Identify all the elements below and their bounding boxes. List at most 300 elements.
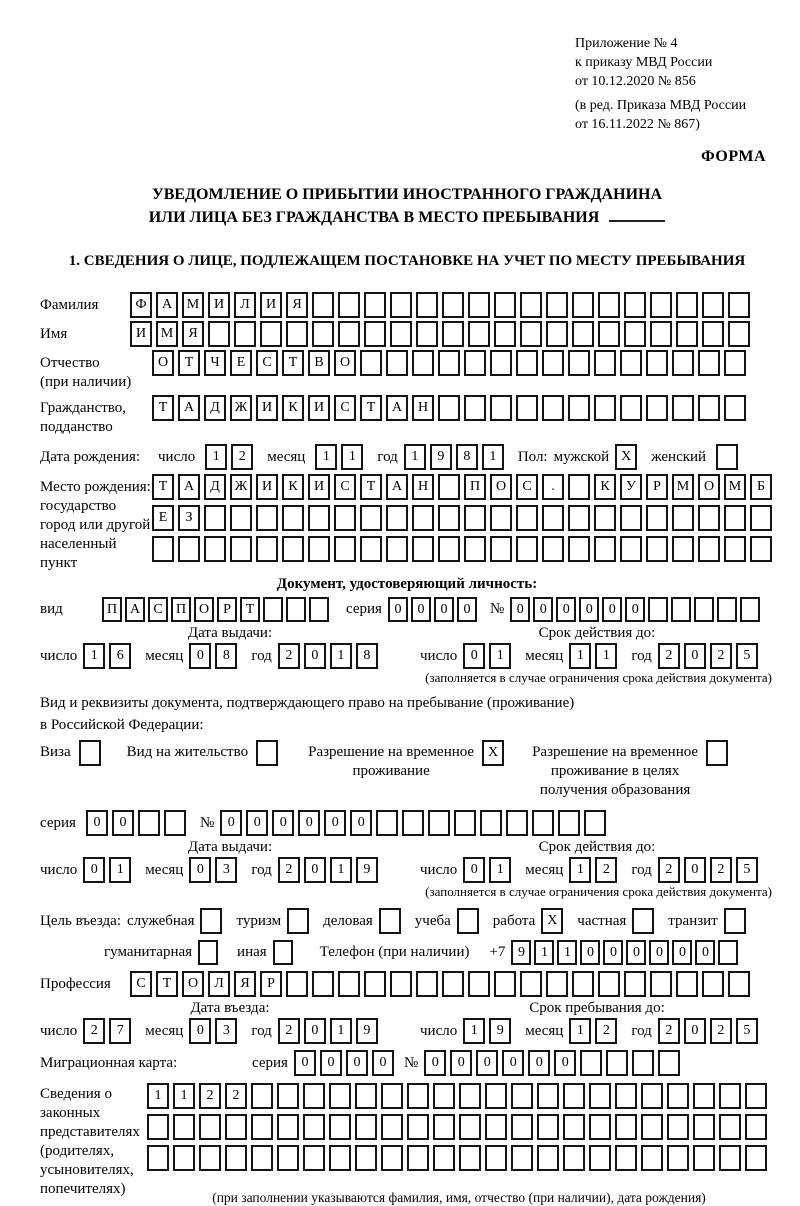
char-box[interactable] [620, 505, 642, 531]
char-box[interactable]: Т [282, 350, 304, 376]
char-box[interactable] [256, 536, 278, 562]
char-box[interactable] [412, 536, 434, 562]
char-box[interactable] [594, 505, 616, 531]
char-box[interactable] [402, 810, 424, 836]
char-box[interactable]: 0 [346, 1050, 368, 1076]
char-box[interactable] [693, 1083, 715, 1109]
char-box[interactable] [147, 1145, 169, 1171]
char-box[interactable] [379, 908, 401, 934]
char-box[interactable]: Т [156, 971, 178, 997]
char-box[interactable] [568, 505, 590, 531]
char-box[interactable] [390, 292, 412, 318]
char-box[interactable]: 1 [463, 1018, 485, 1044]
char-box[interactable] [416, 971, 438, 997]
char-box[interactable]: А [386, 474, 408, 500]
char-box[interactable] [558, 810, 580, 836]
char-box[interactable]: 2 [278, 857, 300, 883]
char-box[interactable] [606, 1050, 628, 1076]
char-box[interactable] [199, 1145, 221, 1171]
char-box[interactable] [490, 536, 512, 562]
char-box[interactable]: Н [412, 395, 434, 421]
char-box[interactable] [646, 505, 668, 531]
char-box[interactable] [648, 597, 668, 622]
char-box[interactable] [542, 350, 564, 376]
char-box[interactable] [598, 321, 620, 347]
char-box[interactable] [702, 971, 724, 997]
char-box[interactable]: 1 [569, 643, 591, 669]
char-box[interactable]: О [334, 350, 356, 376]
char-box[interactable] [568, 536, 590, 562]
char-box[interactable] [277, 1114, 299, 1140]
char-box[interactable] [485, 1083, 507, 1109]
char-box[interactable] [516, 350, 538, 376]
char-box[interactable] [286, 597, 306, 622]
char-box[interactable] [438, 505, 460, 531]
char-box[interactable] [632, 908, 654, 934]
char-box[interactable] [381, 1114, 403, 1140]
char-box[interactable] [676, 971, 698, 997]
char-box[interactable]: Ф [130, 292, 152, 318]
char-box[interactable]: 0 [220, 810, 242, 836]
char-box[interactable]: 2 [278, 643, 300, 669]
char-box[interactable]: 0 [304, 1018, 326, 1044]
char-box[interactable]: 0 [684, 1018, 706, 1044]
char-box[interactable]: 8 [456, 444, 478, 470]
char-box[interactable]: 3 [215, 857, 237, 883]
char-box[interactable]: А [156, 292, 178, 318]
char-box[interactable]: Т [360, 395, 382, 421]
char-box[interactable]: 1 [205, 444, 227, 470]
char-box[interactable]: С [130, 971, 152, 997]
char-box[interactable] [672, 536, 694, 562]
char-box[interactable]: 1 [147, 1083, 169, 1109]
char-box[interactable] [381, 1145, 403, 1171]
char-box[interactable]: К [282, 395, 304, 421]
char-box[interactable] [457, 908, 479, 934]
char-box[interactable] [728, 292, 750, 318]
char-box[interactable] [390, 971, 412, 997]
char-box[interactable]: 0 [320, 1050, 342, 1076]
char-box[interactable]: П [171, 597, 191, 622]
char-box[interactable]: 1 [482, 444, 504, 470]
char-box[interactable] [563, 1145, 585, 1171]
char-box[interactable] [724, 908, 746, 934]
char-box[interactable]: 2 [710, 857, 732, 883]
char-box[interactable]: 1 [315, 444, 337, 470]
char-box[interactable]: 8 [356, 643, 378, 669]
char-box[interactable] [568, 350, 590, 376]
char-box[interactable] [494, 321, 516, 347]
char-box[interactable]: 0 [579, 597, 599, 622]
char-box[interactable] [407, 1145, 429, 1171]
char-box[interactable] [360, 536, 382, 562]
char-box[interactable]: 0 [83, 857, 105, 883]
char-box[interactable] [532, 810, 554, 836]
char-box[interactable]: Б [750, 474, 772, 500]
char-box[interactable]: Т [360, 474, 382, 500]
char-box[interactable]: Д [204, 474, 226, 500]
char-box[interactable] [376, 810, 398, 836]
char-box[interactable]: 0 [554, 1050, 576, 1076]
char-box[interactable]: 0 [502, 1050, 524, 1076]
char-box[interactable] [251, 1114, 273, 1140]
char-box[interactable]: Л [208, 971, 230, 997]
char-box[interactable] [152, 536, 174, 562]
char-box[interactable]: 9 [489, 1018, 511, 1044]
char-box[interactable]: 0 [580, 940, 600, 965]
char-box[interactable] [459, 1083, 481, 1109]
char-box[interactable] [308, 505, 330, 531]
char-box[interactable]: . [542, 474, 564, 500]
char-box[interactable] [303, 1145, 325, 1171]
char-box[interactable] [464, 536, 486, 562]
char-box[interactable]: 0 [476, 1050, 498, 1076]
char-box[interactable] [594, 395, 616, 421]
char-box[interactable] [546, 292, 568, 318]
char-box[interactable] [740, 597, 760, 622]
char-box[interactable]: 0 [112, 810, 134, 836]
char-box[interactable] [312, 292, 334, 318]
char-box[interactable] [719, 1083, 741, 1109]
char-box[interactable] [706, 740, 728, 766]
char-box[interactable]: 0 [626, 940, 646, 965]
char-box[interactable] [537, 1145, 559, 1171]
char-box[interactable] [589, 1083, 611, 1109]
char-box[interactable]: А [125, 597, 145, 622]
char-box[interactable] [494, 292, 516, 318]
char-box[interactable] [199, 1114, 221, 1140]
char-box[interactable]: 0 [457, 597, 477, 622]
char-box[interactable] [615, 1083, 637, 1109]
char-box[interactable]: 8 [215, 643, 237, 669]
char-box[interactable]: 2 [710, 1018, 732, 1044]
char-box[interactable] [386, 350, 408, 376]
char-box[interactable]: 0 [556, 597, 576, 622]
char-box[interactable]: С [256, 350, 278, 376]
char-box[interactable] [468, 321, 490, 347]
char-box[interactable]: 0 [602, 597, 622, 622]
char-box[interactable]: Л [234, 292, 256, 318]
char-box[interactable] [511, 1083, 533, 1109]
char-box[interactable]: 2 [658, 643, 680, 669]
char-box[interactable] [650, 292, 672, 318]
char-box[interactable]: 0 [350, 810, 372, 836]
char-box[interactable] [234, 321, 256, 347]
char-box[interactable]: 0 [189, 1018, 211, 1044]
char-box[interactable] [620, 350, 642, 376]
char-box[interactable] [516, 395, 538, 421]
char-box[interactable] [364, 971, 386, 997]
char-box[interactable] [256, 505, 278, 531]
char-box[interactable] [173, 1114, 195, 1140]
char-box[interactable]: К [594, 474, 616, 500]
char-box[interactable] [412, 350, 434, 376]
char-box[interactable] [468, 971, 490, 997]
char-box[interactable]: 0 [86, 810, 108, 836]
char-box[interactable] [546, 971, 568, 997]
char-box[interactable] [598, 292, 620, 318]
char-box[interactable] [282, 536, 304, 562]
char-box[interactable] [672, 395, 694, 421]
char-box[interactable] [672, 505, 694, 531]
char-box[interactable]: 5 [736, 1018, 758, 1044]
char-box[interactable] [563, 1083, 585, 1109]
char-box[interactable] [147, 1114, 169, 1140]
char-box[interactable] [615, 1114, 637, 1140]
char-box[interactable] [646, 350, 668, 376]
char-box[interactable] [438, 474, 460, 500]
char-box[interactable] [442, 971, 464, 997]
char-box[interactable] [225, 1145, 247, 1171]
char-box[interactable] [724, 350, 746, 376]
char-box[interactable] [490, 350, 512, 376]
char-box[interactable] [464, 505, 486, 531]
char-box[interactable] [667, 1114, 689, 1140]
char-box[interactable] [745, 1114, 767, 1140]
char-box[interactable] [719, 1114, 741, 1140]
char-box[interactable] [416, 292, 438, 318]
char-box[interactable] [303, 1114, 325, 1140]
char-box[interactable]: 0 [388, 597, 408, 622]
char-box[interactable]: 0 [603, 940, 623, 965]
char-box[interactable]: X [615, 444, 637, 470]
char-box[interactable] [386, 536, 408, 562]
char-box[interactable] [750, 505, 772, 531]
char-box[interactable] [724, 395, 746, 421]
char-box[interactable]: Е [230, 350, 252, 376]
char-box[interactable] [282, 505, 304, 531]
char-box[interactable] [698, 505, 720, 531]
char-box[interactable] [646, 395, 668, 421]
char-box[interactable]: О [182, 971, 204, 997]
char-box[interactable]: С [334, 395, 356, 421]
char-box[interactable] [256, 740, 278, 766]
char-box[interactable]: 0 [625, 597, 645, 622]
char-box[interactable] [676, 292, 698, 318]
char-box[interactable]: 9 [511, 940, 531, 965]
char-box[interactable] [594, 536, 616, 562]
char-box[interactable] [598, 971, 620, 997]
char-box[interactable] [208, 321, 230, 347]
char-box[interactable] [303, 1083, 325, 1109]
char-box[interactable]: 9 [356, 1018, 378, 1044]
char-box[interactable] [442, 321, 464, 347]
char-box[interactable]: 0 [450, 1050, 472, 1076]
char-box[interactable]: Я [234, 971, 256, 997]
char-box[interactable]: Е [152, 505, 174, 531]
char-box[interactable] [204, 505, 226, 531]
char-box[interactable] [251, 1145, 273, 1171]
char-box[interactable] [251, 1083, 273, 1109]
char-box[interactable]: X [541, 908, 563, 934]
char-box[interactable]: П [102, 597, 122, 622]
char-box[interactable]: С [148, 597, 168, 622]
char-box[interactable]: 0 [424, 1050, 446, 1076]
char-box[interactable]: 2 [595, 1018, 617, 1044]
char-box[interactable] [334, 505, 356, 531]
char-box[interactable]: И [256, 474, 278, 500]
char-box[interactable] [542, 536, 564, 562]
char-box[interactable]: Т [240, 597, 260, 622]
char-box[interactable]: А [386, 395, 408, 421]
char-box[interactable] [309, 597, 329, 622]
char-box[interactable] [459, 1114, 481, 1140]
char-box[interactable] [728, 971, 750, 997]
char-box[interactable] [230, 505, 252, 531]
char-box[interactable] [716, 444, 738, 470]
char-box[interactable] [650, 321, 672, 347]
char-box[interactable] [277, 1083, 299, 1109]
char-box[interactable]: 0 [528, 1050, 550, 1076]
char-box[interactable]: М [156, 321, 178, 347]
char-box[interactable] [658, 1050, 680, 1076]
char-box[interactable]: 0 [246, 810, 268, 836]
char-box[interactable]: 1 [534, 940, 554, 965]
char-box[interactable] [702, 321, 724, 347]
char-box[interactable]: 1 [173, 1083, 195, 1109]
char-box[interactable]: Я [182, 321, 204, 347]
char-box[interactable] [717, 597, 737, 622]
char-box[interactable]: 0 [684, 643, 706, 669]
char-box[interactable] [225, 1114, 247, 1140]
char-box[interactable]: П [464, 474, 486, 500]
char-box[interactable]: 2 [658, 1018, 680, 1044]
char-box[interactable] [360, 505, 382, 531]
char-box[interactable] [438, 536, 460, 562]
char-box[interactable] [537, 1114, 559, 1140]
char-box[interactable]: И [256, 395, 278, 421]
char-box[interactable]: 5 [736, 857, 758, 883]
char-box[interactable]: 0 [272, 810, 294, 836]
char-box[interactable] [338, 971, 360, 997]
char-box[interactable]: 0 [463, 643, 485, 669]
char-box[interactable] [198, 940, 218, 965]
char-box[interactable]: 9 [430, 444, 452, 470]
char-box[interactable]: 0 [372, 1050, 394, 1076]
char-box[interactable]: 1 [489, 857, 511, 883]
char-box[interactable] [546, 321, 568, 347]
char-box[interactable] [624, 971, 646, 997]
char-box[interactable]: 0 [304, 643, 326, 669]
char-box[interactable] [745, 1083, 767, 1109]
char-box[interactable] [277, 1145, 299, 1171]
char-box[interactable] [386, 505, 408, 531]
char-box[interactable]: 0 [695, 940, 715, 965]
char-box[interactable]: 7 [109, 1018, 131, 1044]
char-box[interactable] [286, 971, 308, 997]
char-box[interactable]: И [260, 292, 282, 318]
char-box[interactable] [563, 1114, 585, 1140]
char-box[interactable]: 0 [298, 810, 320, 836]
char-box[interactable] [464, 350, 486, 376]
char-box[interactable] [520, 321, 542, 347]
char-box[interactable]: О [194, 597, 214, 622]
char-box[interactable]: И [208, 292, 230, 318]
char-box[interactable]: В [308, 350, 330, 376]
char-box[interactable] [428, 810, 450, 836]
char-box[interactable]: 1 [569, 1018, 591, 1044]
char-box[interactable]: 0 [304, 857, 326, 883]
char-box[interactable]: 1 [489, 643, 511, 669]
char-box[interactable]: 1 [341, 444, 363, 470]
char-box[interactable] [511, 1145, 533, 1171]
char-box[interactable]: 2 [225, 1083, 247, 1109]
char-box[interactable] [164, 810, 186, 836]
char-box[interactable]: А [178, 474, 200, 500]
char-box[interactable] [338, 292, 360, 318]
char-box[interactable]: 0 [510, 597, 530, 622]
char-box[interactable] [693, 1114, 715, 1140]
char-box[interactable] [308, 536, 330, 562]
char-box[interactable]: Н [412, 474, 434, 500]
char-box[interactable]: М [182, 292, 204, 318]
char-box[interactable] [724, 536, 746, 562]
char-box[interactable] [641, 1083, 663, 1109]
char-box[interactable] [433, 1145, 455, 1171]
char-box[interactable] [698, 395, 720, 421]
char-box[interactable] [416, 321, 438, 347]
char-box[interactable]: 2 [199, 1083, 221, 1109]
char-box[interactable]: Т [152, 474, 174, 500]
char-box[interactable]: 3 [215, 1018, 237, 1044]
char-box[interactable] [459, 1145, 481, 1171]
char-box[interactable]: Д [204, 395, 226, 421]
char-box[interactable] [728, 321, 750, 347]
char-box[interactable] [698, 536, 720, 562]
char-box[interactable] [355, 1083, 377, 1109]
char-box[interactable]: Т [152, 395, 174, 421]
char-box[interactable] [338, 321, 360, 347]
char-box[interactable] [745, 1145, 767, 1171]
char-box[interactable] [442, 292, 464, 318]
char-box[interactable] [260, 321, 282, 347]
char-box[interactable] [620, 395, 642, 421]
char-box[interactable] [454, 810, 476, 836]
char-box[interactable]: К [282, 474, 304, 500]
char-box[interactable] [672, 350, 694, 376]
char-box[interactable] [572, 292, 594, 318]
char-box[interactable]: У [620, 474, 642, 500]
char-box[interactable]: 5 [736, 643, 758, 669]
char-box[interactable]: 0 [533, 597, 553, 622]
char-box[interactable] [584, 810, 606, 836]
char-box[interactable] [719, 1145, 741, 1171]
char-box[interactable] [355, 1114, 377, 1140]
char-box[interactable]: О [698, 474, 720, 500]
char-box[interactable] [520, 292, 542, 318]
char-box[interactable] [646, 536, 668, 562]
char-box[interactable]: И [130, 321, 152, 347]
char-box[interactable] [615, 1145, 637, 1171]
char-box[interactable] [568, 395, 590, 421]
char-box[interactable] [407, 1114, 429, 1140]
char-box[interactable] [568, 474, 590, 500]
char-box[interactable] [329, 1145, 351, 1171]
char-box[interactable] [702, 292, 724, 318]
char-box[interactable] [698, 350, 720, 376]
char-box[interactable] [381, 1083, 403, 1109]
char-box[interactable] [204, 536, 226, 562]
char-box[interactable] [412, 505, 434, 531]
char-box[interactable] [138, 810, 160, 836]
char-box[interactable]: Ж [230, 474, 252, 500]
char-box[interactable]: 1 [83, 643, 105, 669]
char-box[interactable] [516, 536, 538, 562]
char-box[interactable]: С [334, 474, 356, 500]
char-box[interactable]: И [308, 395, 330, 421]
char-box[interactable]: А [178, 395, 200, 421]
char-box[interactable]: 1 [404, 444, 426, 470]
